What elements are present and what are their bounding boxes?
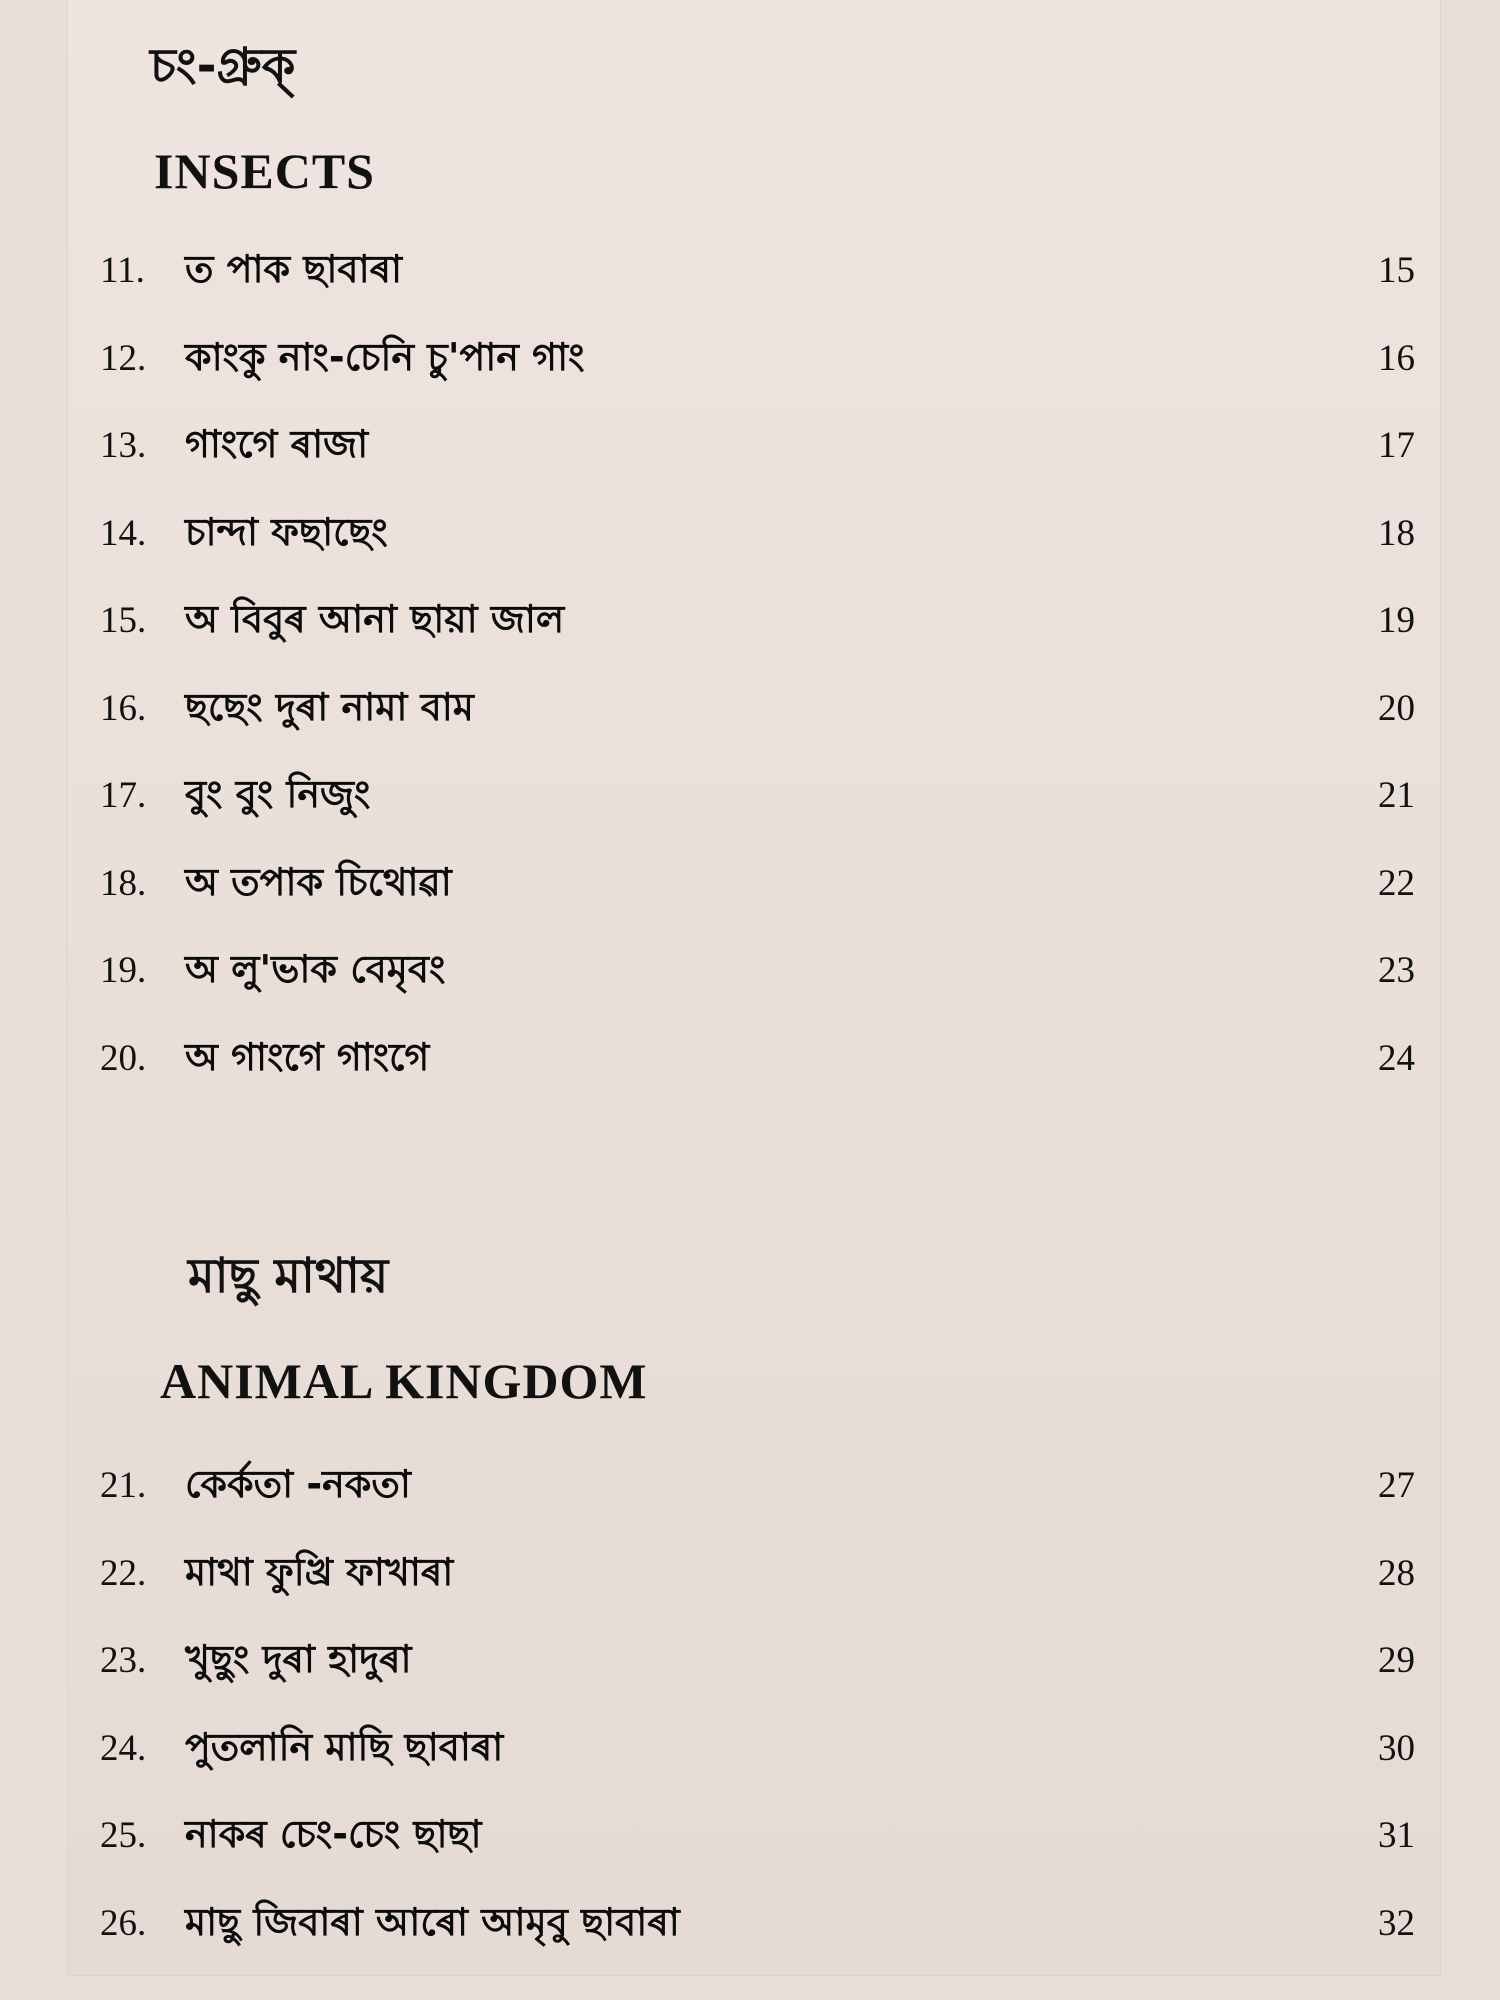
entry-title: চান্দা ফছাছেং [185, 509, 388, 554]
entry-page-number: 19 [1378, 600, 1415, 641]
book-page [68, 0, 1440, 1975]
entry-title: ত পাক ছাবাৰা [185, 247, 403, 291]
toc-entry [100, 678, 1415, 766]
entry-page-number: 16 [1378, 337, 1415, 379]
entry-page-number: 20 [1378, 687, 1415, 729]
section-subheading-insects: INSECTS [154, 143, 375, 199]
entry-number: 15. [100, 600, 147, 641]
entry-page-number: 32 [1378, 1902, 1415, 1944]
entry-title: অ লু'ভাক বেমৃবং [185, 947, 446, 991]
entry-number: 26. [100, 1902, 147, 1944]
entry-number: 12. [100, 337, 147, 379]
entry-title: কাংকু নাং-চেনি চু'পান গাং [185, 334, 585, 379]
toc-list-animals [100, 1455, 1415, 1980]
entry-page-number: 23 [1378, 950, 1415, 991]
entry-page-number: 15 [1378, 250, 1415, 291]
toc-entry [100, 1718, 1415, 1806]
entry-title: গাংগে ৰাজা [185, 422, 369, 466]
entry-page-number: 18 [1378, 512, 1415, 554]
toc-entry [100, 1893, 1415, 1981]
entry-title: মাছু জিবাৰা আৰো আমৃবু ছাবাৰা [185, 1899, 680, 1944]
entry-number: 14. [100, 512, 147, 554]
entry-page-number: 30 [1378, 1727, 1415, 1769]
entry-number: 11. [100, 250, 145, 291]
toc-entry [100, 1805, 1415, 1893]
entry-title: অ গাংগে গাংগে [185, 1034, 430, 1079]
entry-page-number: 22 [1378, 862, 1415, 904]
entry-number: 20. [100, 1037, 147, 1079]
entry-number: 25. [100, 1815, 147, 1856]
entry-page-number: 24 [1378, 1037, 1415, 1079]
entry-title: অ তপাক চিথোৱা [185, 859, 452, 904]
entry-title: অ বিবুৰ আনা ছায়া জাল [185, 597, 565, 641]
entry-title: নাকৰ চেং-চেং ছাছা [185, 1812, 482, 1856]
entry-number: 22. [100, 1552, 147, 1594]
entry-number: 23. [100, 1640, 147, 1681]
entry-number: 13. [100, 425, 147, 466]
entry-title: ছছেং দুৰা নামা বাম [185, 684, 474, 729]
toc-entry [100, 1543, 1415, 1631]
entry-title: কেৰ্কতা -নকতা [185, 1462, 411, 1506]
entry-title: খুছুং দুৰা হাদুৰা [185, 1637, 412, 1681]
entry-number: 18. [100, 862, 147, 904]
entry-page-number: 29 [1378, 1640, 1415, 1681]
section-heading-insects: চং-গ্রুক্ [150, 38, 296, 94]
toc-entry [100, 590, 1415, 678]
toc-entry [100, 765, 1415, 853]
toc-entry [100, 940, 1415, 1028]
toc-list-insects [100, 240, 1415, 1115]
entry-number: 21. [100, 1465, 147, 1506]
entry-page-number: 27 [1378, 1465, 1415, 1506]
entry-page-number: 28 [1378, 1552, 1415, 1594]
toc-entry [100, 415, 1415, 503]
toc-entry [100, 503, 1415, 591]
toc-entry [100, 240, 1415, 328]
toc-entry [100, 1455, 1415, 1543]
entry-number: 19. [100, 950, 147, 991]
toc-entry [100, 1028, 1415, 1116]
entry-page-number: 31 [1378, 1815, 1415, 1856]
toc-entry [100, 853, 1415, 941]
entry-page-number: 21 [1378, 775, 1415, 816]
toc-entry [100, 1630, 1415, 1718]
entry-number: 16. [100, 687, 147, 729]
entry-number: 24. [100, 1727, 147, 1769]
section-heading-animals: মাছু মাথায় [188, 1248, 389, 1304]
entry-title: বুং বুং নিজুং [185, 772, 371, 816]
entry-title: মাথা ফুখ্রি ফাখাৰা [185, 1549, 454, 1594]
entry-page-number: 17 [1378, 425, 1415, 466]
section-subheading-animals: ANIMAL KINGDOM [160, 1353, 648, 1409]
entry-number: 17. [100, 775, 147, 816]
entry-title: পুতলানি মাছি ছাবাৰা [185, 1724, 504, 1769]
toc-entry [100, 328, 1415, 416]
